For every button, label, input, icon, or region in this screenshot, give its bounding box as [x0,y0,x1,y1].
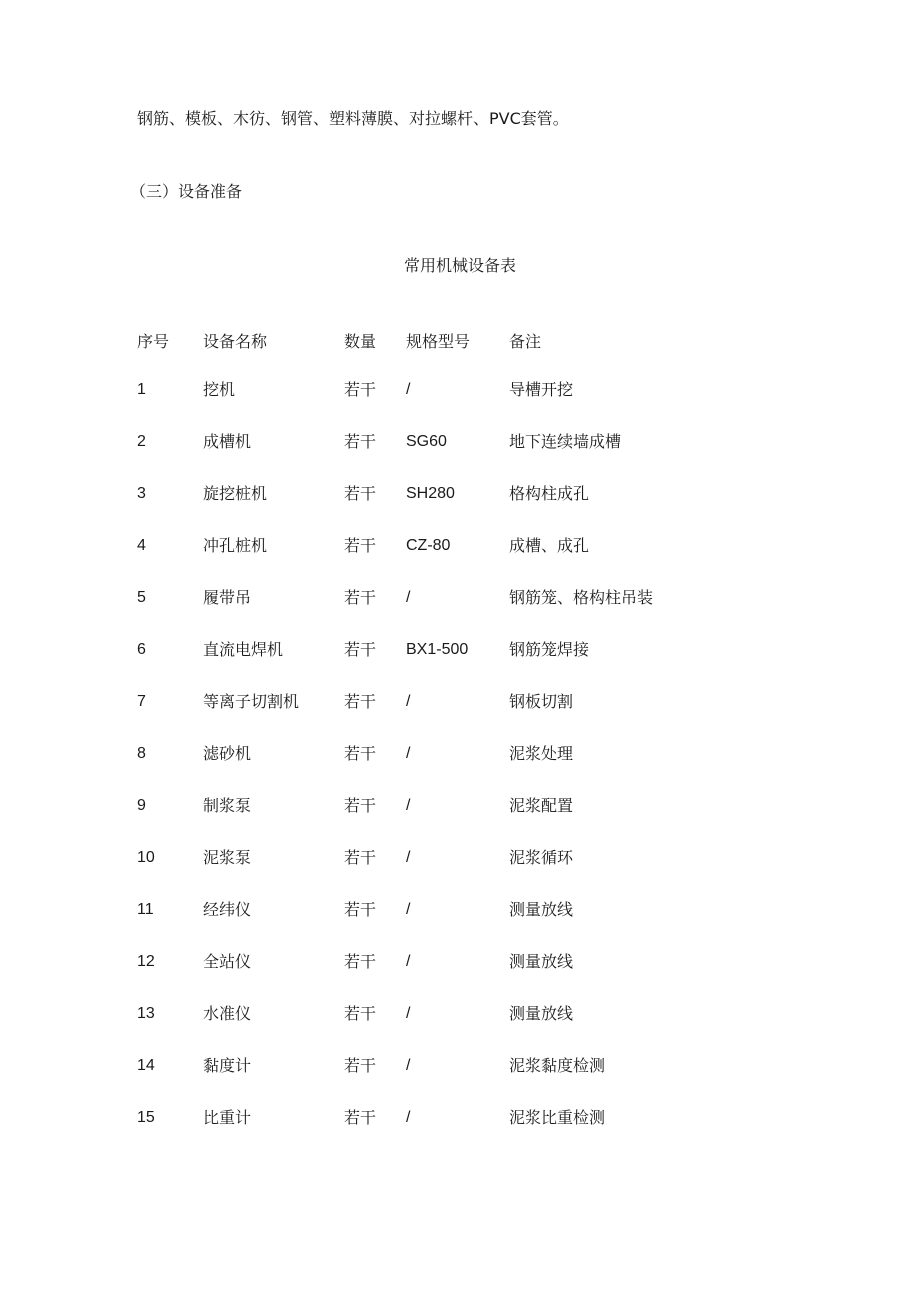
header-qty: 数量 [344,332,377,351]
row-name: 水准仪 [203,1004,252,1023]
row-spec: / [406,1057,411,1074]
row-no: 15 [137,1109,155,1126]
row-name: 全站仪 [203,952,252,971]
row-qty: 若干 [344,640,377,659]
row-spec: / [406,693,411,710]
row-no: 13 [137,1005,155,1022]
row-spec: / [406,1005,411,1022]
row-no: 10 [137,849,155,866]
row-qty: 若干 [344,432,377,451]
row-note: 测量放线 [509,900,574,919]
row-name: 比重计 [203,1108,252,1127]
row-qty: 若干 [344,796,377,815]
row-name: 经纬仪 [203,900,252,919]
row-qty: 若干 [344,1056,377,1075]
row-note: 测量放线 [509,952,574,971]
header-spec: 规格型号 [406,332,471,351]
row-no: 5 [137,589,146,606]
row-name: 滤砂机 [203,744,252,763]
row-spec: SH280 [406,485,455,502]
row-name: 黏度计 [203,1056,252,1075]
row-spec: / [406,1109,411,1126]
row-spec: SG60 [406,433,447,450]
row-spec: / [406,953,411,970]
row-no: 3 [137,485,146,502]
header-name: 设备名称 [203,332,268,351]
row-qty: 若干 [344,1108,377,1127]
row-spec: BX1-500 [406,641,469,658]
row-note: 地下连续墙成槽 [509,432,622,451]
row-name: 直流电焊机 [203,640,284,659]
materials-paragraph: 钢筋、模板、木彷、钢管、塑料薄膜、对拉螺杆、PVC套管。 [137,109,569,128]
row-note: 成槽、成孔 [509,536,590,555]
row-no: 12 [137,953,155,970]
row-no: 1 [137,381,146,398]
row-name: 泥浆泵 [203,848,252,867]
row-no: 11 [137,901,154,918]
row-qty: 若干 [344,744,377,763]
row-qty: 若干 [344,692,377,711]
row-note: 钢板切割 [509,692,574,711]
row-note: 钢筋笼、格构柱吊装 [509,588,654,607]
row-name: 旋挖桩机 [203,484,268,503]
row-spec: CZ-80 [406,537,451,554]
row-spec: / [406,589,411,606]
header-no: 序号 [137,332,170,351]
row-spec: / [406,381,411,398]
row-qty: 若干 [344,1004,377,1023]
row-no: 6 [137,641,146,658]
row-spec: / [406,849,411,866]
row-qty: 若干 [344,900,377,919]
row-qty: 若干 [344,536,377,555]
row-no: 4 [137,537,146,554]
row-qty: 若干 [344,848,377,867]
row-qty: 若干 [344,484,377,503]
row-name: 冲孔桩机 [203,536,268,555]
row-note: 格构柱成孔 [509,484,590,503]
row-name: 履带吊 [203,588,252,607]
row-note: 测量放线 [509,1004,574,1023]
section-heading: （三）设备准备 [130,182,243,201]
row-note: 泥浆处理 [509,744,574,763]
row-name: 挖机 [203,380,236,399]
row-no: 7 [137,693,146,710]
row-no: 8 [137,745,146,762]
row-note: 导槽开挖 [509,380,574,399]
row-no: 9 [137,797,146,814]
row-no: 2 [137,433,146,450]
row-qty: 若干 [344,588,377,607]
row-note: 泥浆循环 [509,848,574,867]
row-name: 等离子切割机 [203,692,300,711]
row-qty: 若干 [344,380,377,399]
row-name: 成槽机 [203,432,252,451]
header-note: 备注 [509,332,542,351]
row-no: 14 [137,1057,155,1074]
row-note: 泥浆黏度检测 [509,1056,606,1075]
row-spec: / [406,745,411,762]
row-note: 泥浆配置 [509,796,574,815]
row-name: 制浆泵 [203,796,252,815]
row-spec: / [406,797,411,814]
row-spec: / [406,901,411,918]
table-title: 常用机械设备表 [403,256,516,275]
row-note: 泥浆比重检测 [509,1108,606,1127]
row-qty: 若干 [344,952,377,971]
row-note: 钢筋笼焊接 [509,640,590,659]
